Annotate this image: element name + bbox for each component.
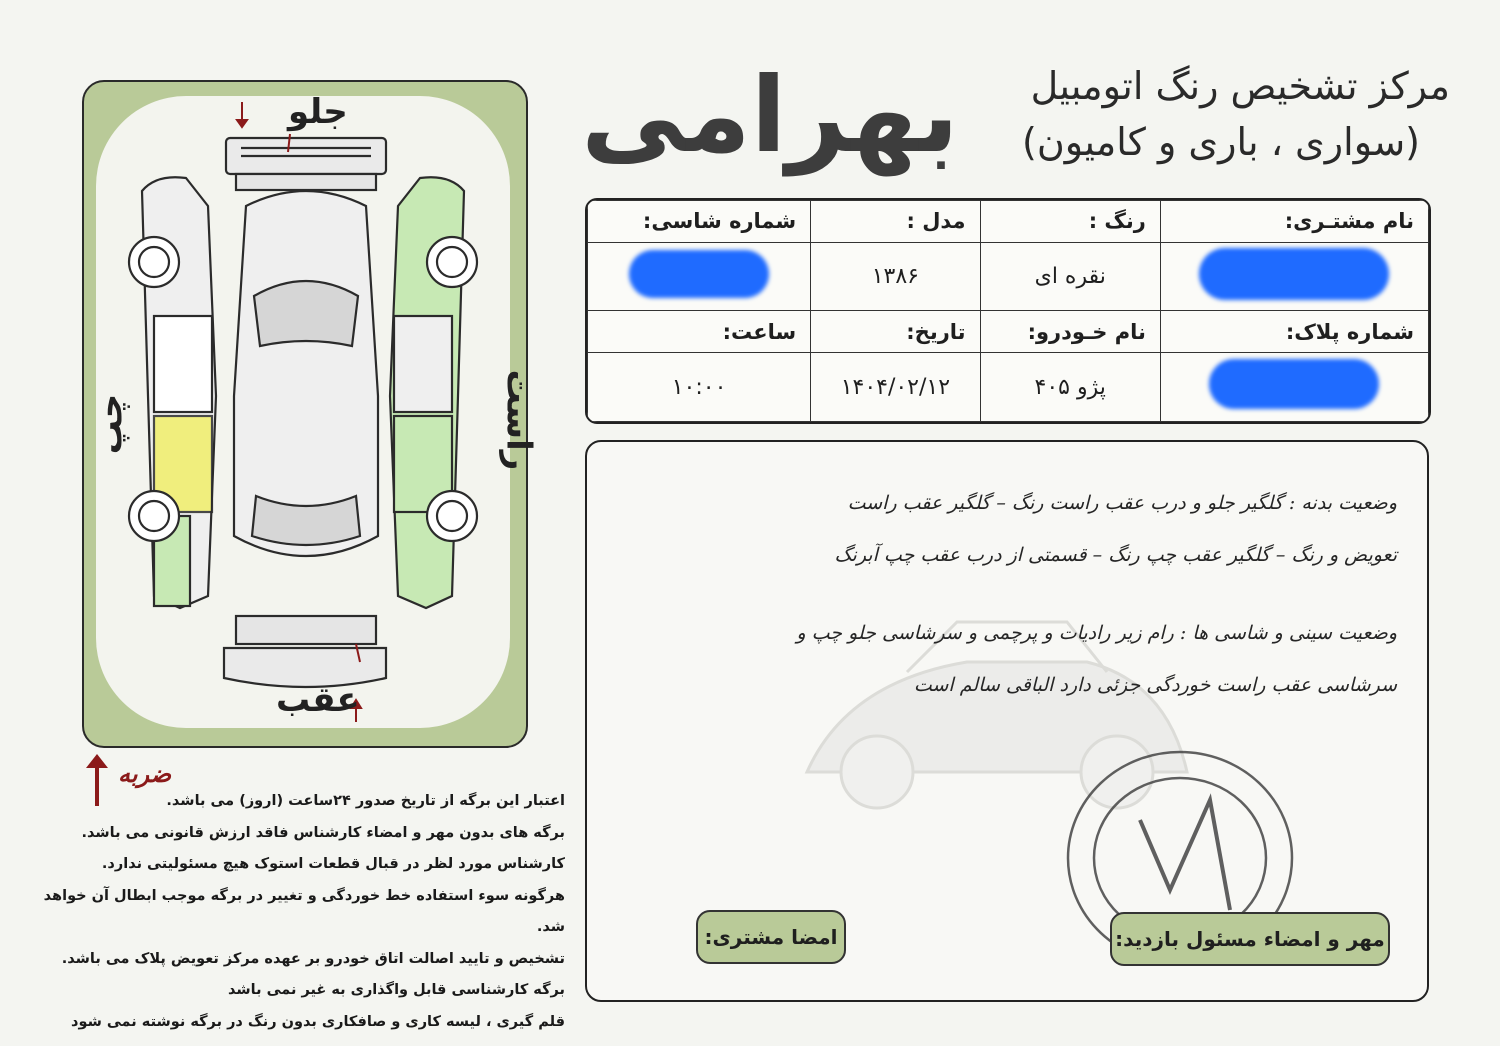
note-line: برگه کارشناسی قابل واگذاری به غیر نمی باشد xyxy=(228,982,565,998)
chassis-status-line1: وضعیت سینی و شاسی ها : رام زیر رادیات و پرچمی و سرشاسی جلو چپ و xyxy=(796,622,1397,644)
body-status-line2: تعویض و رنگ – گلگیر عقب چپ رنگ – قسمتی از درب عقب چپ آبرنگ xyxy=(834,544,1397,566)
date-value: ۱۴۰۴/۰۲/۱۲ xyxy=(811,353,980,422)
left-front-door xyxy=(154,316,212,412)
front-label: جلو xyxy=(288,92,348,132)
customer-name-label: نام مشتـری: xyxy=(1160,201,1428,243)
center-name-line2: (سواری ، باری و کامیون) xyxy=(1022,120,1420,164)
customer-name-redacted xyxy=(1160,242,1428,311)
note-line: برگه های بدون مهر و امضاء کارشناس فاقد ارزش قانونی می باشد. xyxy=(81,824,565,841)
model-label: مدل : xyxy=(811,201,980,243)
note-line: هرگونه سوء استفاده خط خوردگی و تغییر در برگه موجب ابطال آن خواهد شد. xyxy=(43,887,565,935)
left-label: چپ xyxy=(90,393,131,455)
chassis-status-line2: سرشاسی عقب راست خوردگی جزئی دارد الباقی سالم است xyxy=(913,674,1397,696)
color-value: نقره ای xyxy=(980,242,1160,311)
car-diagram-panel xyxy=(82,80,528,748)
note-line: اعتبار این برگه از تاریخ صدور ۲۴ساعت (اروز) می باشد. xyxy=(166,793,565,809)
note-line: تشخیص و تایید اصالت اتاق خودرو بر عهده مرکز تعویض پلاک می باشد. xyxy=(61,950,565,967)
model-value: ۱۳۸۶ xyxy=(811,242,980,311)
vehicle-name-label: نام خـودرو: xyxy=(980,311,1160,353)
note-line: کارشناس مورد لظر در قبال قطعات استوک هیچ مسئولیتی ندارد. xyxy=(101,856,565,872)
color-label: رنگ : xyxy=(980,201,1160,243)
windshield-part xyxy=(254,281,358,346)
plate-redacted xyxy=(1160,353,1428,422)
car-diagram-area xyxy=(96,96,510,728)
chassis-redacted xyxy=(588,242,811,311)
inspector-signature-box: مهر و امضاء مسئول بازدید: xyxy=(1110,912,1390,966)
vehicle-info-table xyxy=(585,198,1431,424)
car-top-view-drawing xyxy=(96,96,510,728)
chassis-label: شماره شاسی: xyxy=(588,201,811,243)
terms-notes xyxy=(40,786,565,1038)
time-label: ساعت: xyxy=(588,311,811,353)
center-name-line1: مرکز تشخیص رنگ اتومبیل xyxy=(1030,64,1450,108)
vehicle-name-value: پژو ۴۰۵ xyxy=(980,353,1160,422)
body-status-line1: وضعیت بدنه : گلگیر جلو و درب عقب راست رنگ – گلگیر عقب راست xyxy=(847,492,1397,514)
brand-logo-text: بهرامی xyxy=(581,54,959,176)
date-label: تاریخ: xyxy=(811,311,980,353)
trunk-part xyxy=(236,616,376,644)
impact-legend-label: ضربه xyxy=(118,760,172,788)
right-front-door xyxy=(394,316,452,412)
customer-signature-box: امضا مشتری: xyxy=(696,910,846,964)
plate-label: شماره پلاک: xyxy=(1160,311,1428,353)
time-value: ۱۰:۰۰ xyxy=(588,353,811,422)
note-line: قلم گیری ، لیسه کاری و صافکاری بدون رنگ در برگه نوشته نمی شود xyxy=(71,1013,565,1030)
rear-label: عقب xyxy=(276,680,360,720)
right-label: راست xyxy=(498,369,539,471)
